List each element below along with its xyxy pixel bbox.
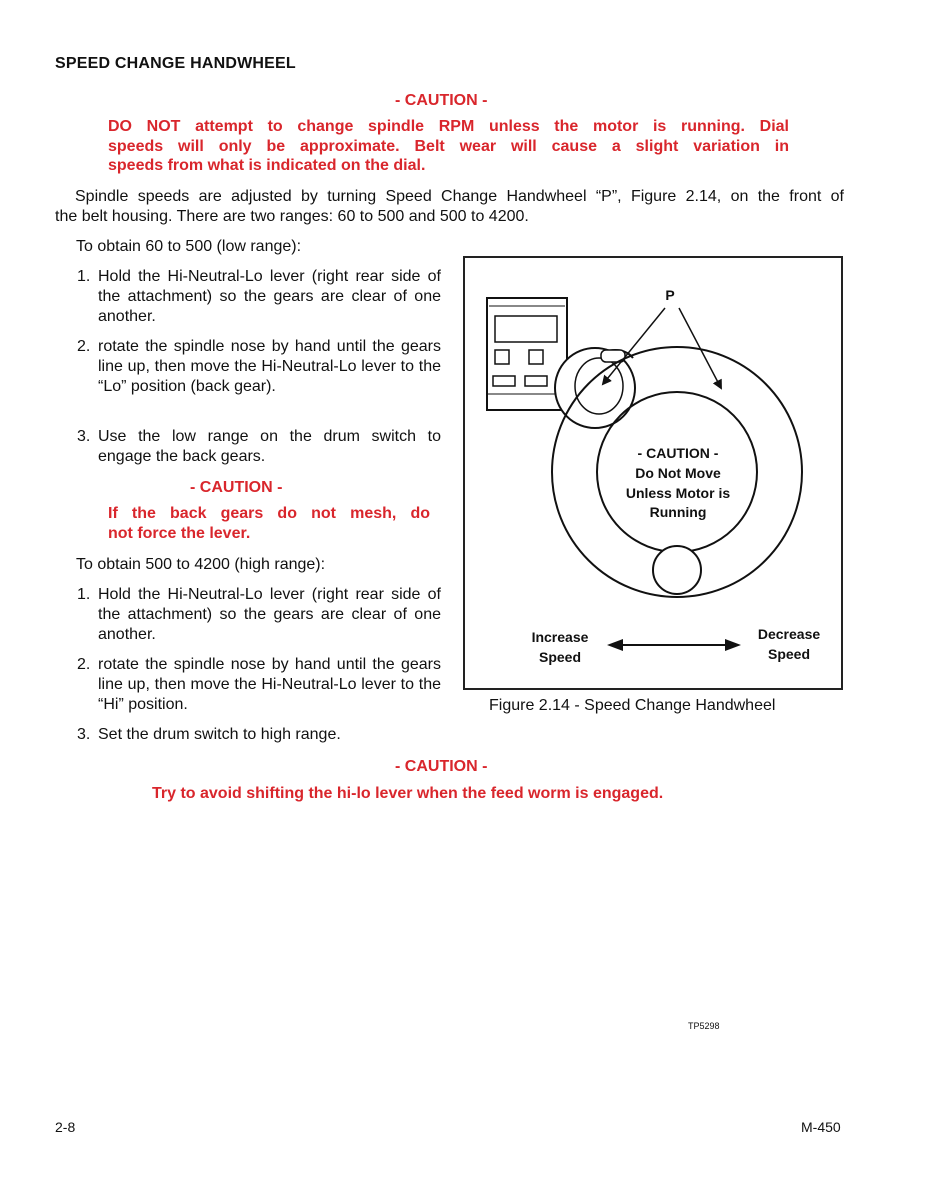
increase-label: Speed: [538, 649, 582, 665]
list-item: 2. rotate the spindle nose by hand until the gears line up, then move the Hi-Neutral-Lo lever to the “Lo” position (back gear).: [77, 338, 441, 395]
caution-line: speeds will only be approximate. Belt wear will cause a slight variation in: [108, 137, 789, 155]
caution-block: [108, 504, 430, 543]
caution-line: speeds from what is indicated on the dial.: [108, 157, 426, 174]
decrease-label: Speed: [767, 646, 811, 662]
label-p: P: [665, 287, 675, 303]
list-item: 3. Use the low range on the drum switch to engage the back gears.: [77, 428, 441, 465]
tp-code: TP5298: [688, 1021, 720, 1031]
dial-caution-line: Unless Motor is: [625, 485, 731, 501]
list-item: 1. Hold the Hi-Neutral-Lo lever (right rear side of the attachment) so the gears are clear of one another.: [77, 268, 441, 325]
caution-text: Try to avoid shifting the hi-lo lever when the feed worm is engaged.: [152, 785, 664, 802]
speed-change-handwheel-diagram: [465, 258, 841, 688]
caution-line: not force the lever.: [108, 524, 251, 542]
double-arrow-icon: [607, 639, 741, 651]
page-number: 2-8: [55, 1119, 76, 1135]
high-range-heading: To obtain 500 to 4200 (high range):: [76, 556, 326, 573]
intro-line: Spindle speeds are adjusted by turning Speed Change Handwheel “P”, Figure 2.14, on the front of: [75, 188, 844, 205]
intro-line: the belt housing. There are two ranges: 60 to 500 and 500 to 4200.: [55, 208, 529, 225]
list-item: 1. Hold the Hi-Neutral-Lo lever (right rear side of the attachment) so the gears are clear of one another.: [77, 586, 441, 643]
low-range-heading: To obtain 60 to 500 (low range):: [76, 238, 302, 255]
intro-paragraph: [55, 187, 844, 227]
caution-title: - CAUTION -: [395, 758, 488, 775]
caution-line: DO NOT attempt to change spindle RPM unless the motor is running. Dial: [108, 118, 789, 135]
section-heading: SPEED CHANGE HANDWHEEL: [55, 55, 296, 72]
figure-caption: Figure 2.14 - Speed Change Handwheel: [489, 697, 776, 714]
list-item: 2. rotate the spindle nose by hand until the gears line up, then move the Hi-Neutral-Lo lever to the “Hi” position.: [77, 656, 441, 713]
increase-label: Increase: [531, 629, 589, 645]
document-code: M-450: [801, 1119, 841, 1135]
figure-frame: [463, 256, 843, 690]
decrease-label: Decrease: [757, 626, 821, 642]
dial-caution-line: Running: [649, 504, 707, 520]
dial-caution-title: - CAUTION -: [637, 445, 719, 461]
dial-caution-line: Do Not Move: [635, 465, 721, 481]
pointer-arrow: [603, 308, 665, 384]
caution-line: If the back gears do not mesh, do: [108, 505, 430, 522]
caution-title: - CAUTION -: [190, 479, 283, 496]
caution-block: [108, 117, 789, 176]
caution-title: - CAUTION -: [395, 92, 488, 109]
list-item: 3. Set the drum switch to high range.: [77, 726, 341, 743]
